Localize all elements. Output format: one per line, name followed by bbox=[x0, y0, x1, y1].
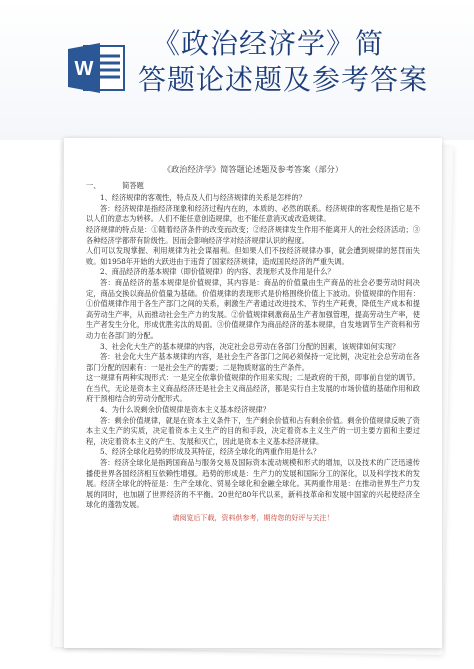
answer-1-features: 经济规律的特点是：①随着经济条件的改变而改变；②经济规律发生作用不能离开人的社会经济活动；③各种经济学都带有阶级性。因而会影响经济学对经济规律认识的程度。 bbox=[86, 224, 420, 245]
word-document-icon bbox=[66, 40, 128, 96]
document-title: 《政治经济学》简答题论述题及参考答案（部分） bbox=[162, 164, 344, 174]
section-title: 简答题 bbox=[122, 180, 144, 190]
answer-1-usage: 人们可以发现掌握、利用规律为社会谋福利。但如果人们不按经济规律办事，就会遭到规律的惩罚而失败。如1958年开始的大跃进由于违背了国家经济规律，造成国民经济的严重失调。 bbox=[86, 246, 420, 266]
page-title bbox=[138, 26, 470, 98]
question-2: 2、商品经济的基本规律（即价值规律）的内容、表现形式及作用是什么？ bbox=[100, 267, 335, 277]
answer-1: 答：经济规律是指经济现象和经济过程内在的，本质的、必然的联系。经济规律的客观性是指它是不以人们的意志为转移。人们不能任意创造规律，也不能任意消灭或改造规律。 bbox=[86, 203, 420, 224]
banner bbox=[0, 0, 474, 140]
answer-3: 答：社会化大生产基本规律的内容，是社会生产各部门之间必须保持一定比例，决定社会总劳动在各部门分配的因素有：一是社会生产的需要；二是物质财富的生产条件。 bbox=[86, 352, 420, 372]
question-5: 5、经济全球化趋势的形成及其特征，经济全球化的两重作用是什么？ bbox=[100, 447, 321, 457]
answer-2: 答：商品经济的基本规律是价值规律，其内容是：商品的价值量由生产商品的社会必要劳动时间决定，商品交换以商品价值量为基础。价值规律的表现形式是价格围绕价值上下波动。价值规律的作用有：①价值规律作用于各生产部门之间的关系，刺激生产者通过改进技术、节约生产耗费，降低生产成本和提高劳动生产率，从而推动社会生产力的发展。②价值规律刺激商品生产者加强管理，提高劳动生产率，使生产者发生分化，形成优胜劣汰的局面。③价值规律作为商品经济的基本规律，自发地调节生产资料和劳动力在各部门的分配。 bbox=[86, 277, 420, 340]
section-number: 一、 bbox=[86, 180, 101, 190]
document-page bbox=[64, 138, 442, 648]
word-logo-letter: W bbox=[74, 58, 94, 80]
question-3: 3、社会化大生产的基本规律的内容，决定社会总劳动在各部门分配的因素，该规律如何实现？ bbox=[100, 341, 400, 351]
answer-4: 答：剩余价值规律，就是在资本主义条件下，生产剩余价值和占有剩余价值。剩余价值规律反映了资本主义生产的实质，决定着资本主义生产的目的和手段，决定着资本主义生产的一切主要方面和主要过程，决定着资本主义的产生、发展和灭亡，因此是资本主义基本经济规律。 bbox=[86, 415, 420, 446]
answer-5: 答：经济全球化是指跨国商品与服务交易及国际资本流动规模和形式的增加，以及技术的广泛迅速传播使世界各国经济相互依赖性增强。趋势的形成是：生产力的发展和国际分工的深化，以及科学技术的发展。经济全球化的特征是：生产全球化、贸易全球化和金融全球化。其两重作用是：在推动世界生产力发展的同时，也加剧了世界经济的不平衡。20世纪80年代以来，新科技革命和发展中国家的兴起使经济全球化的蓬勃发展。 bbox=[86, 458, 420, 510]
question-1: 1、经济规律的客观性，特点及人们与经济规律的关系是怎样的？ bbox=[100, 193, 306, 203]
title-line-2: 答题论述题及参考答案 bbox=[138, 63, 429, 96]
answer-3-forms: 这一规律有两种实现形式：一是完全依靠价值规律的作用来实现；二是政府的干预，即事前自觉的调节。在当代，无论是资本主义商品经济还是社会主义商品经济，都是实行自主发展的市场价值的基础作用和政府干预相结合的劳动分配形式。 bbox=[86, 373, 420, 404]
question-4: 4、为什么说剩余价值规律是资本主义基本经济规律？ bbox=[100, 405, 270, 415]
footer-note: 请阅览后下载，资料供参考，期待您的好评与关注！ bbox=[172, 514, 334, 522]
section-heading bbox=[86, 181, 420, 192]
title-line-1: 《政治经济学》简 bbox=[152, 27, 385, 60]
